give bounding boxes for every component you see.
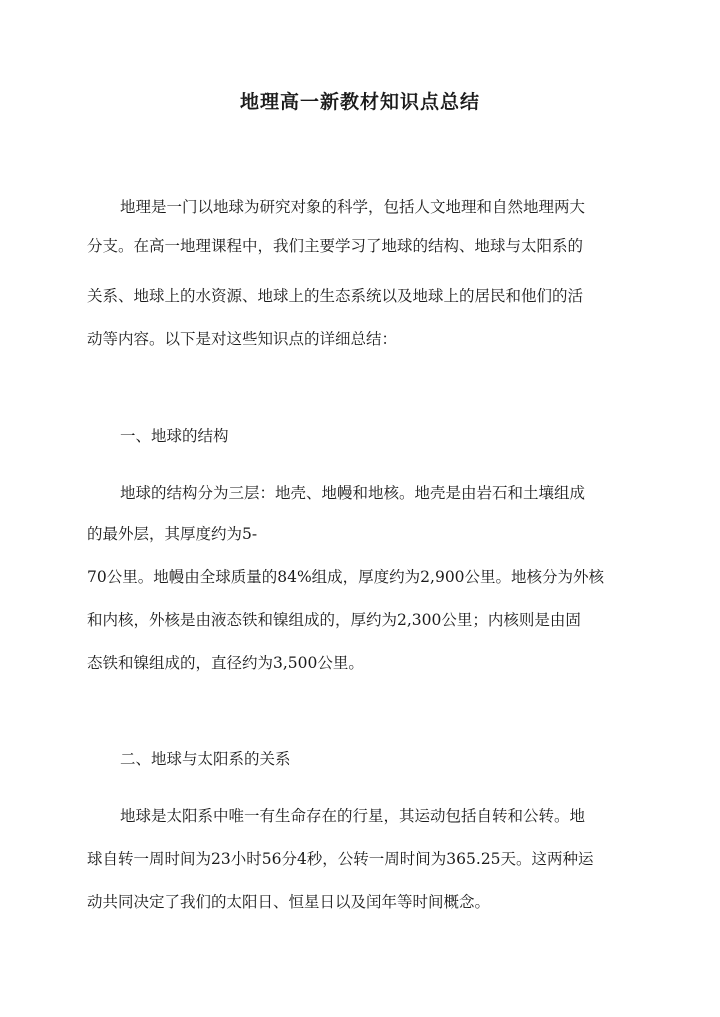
section1-line: 的最外层，其厚度约为5- [87,525,258,543]
intro-line: 分支。在高一地理课程中，我们主要学习了地球的结构、地球与太阳系的 [87,237,584,255]
section2-line: 地球是太阳系中唯一有生命存在的行星，其运动包括自转和公转。地 [120,807,586,825]
section1-line: 态铁和镍组成的，直径约为3,500公里。 [87,654,364,672]
section2-line: 动共同决定了我们的太阳日、恒星日以及闰年等时间概念。 [87,893,491,911]
section1-line: 地球的结构分为三层：地壳、地幔和地核。地壳是由岩石和土壤组成 [120,484,586,502]
document-title: 地理高一新教材知识点总结 [239,91,480,113]
section2-line: 球自转一周时间为23小时56分4秒，公转一周时间为365.25天。这两种运 [87,850,594,868]
section1-line: 和内核，外核是由液态铁和镍组成的，厚约为2,300公里；内核则是由固 [87,611,581,629]
intro-line: 地理是一门以地球为研究对象的科学，包括人文地理和自然地理两大 [120,198,586,216]
section-heading: 一、地球的结构 [120,427,229,445]
intro-line: 关系、地球上的水资源、地球上的生态系统以及地球上的居民和他们的活 [87,287,584,305]
section1-line: 70公里。地幔由全球质量的84%组成，厚度约为2,900公里。地核分为外核 [87,568,605,586]
section-heading: 二、地球与太阳系的关系 [120,750,291,768]
intro-line: 动等内容。以下是对这些知识点的详细总结： [87,330,398,348]
